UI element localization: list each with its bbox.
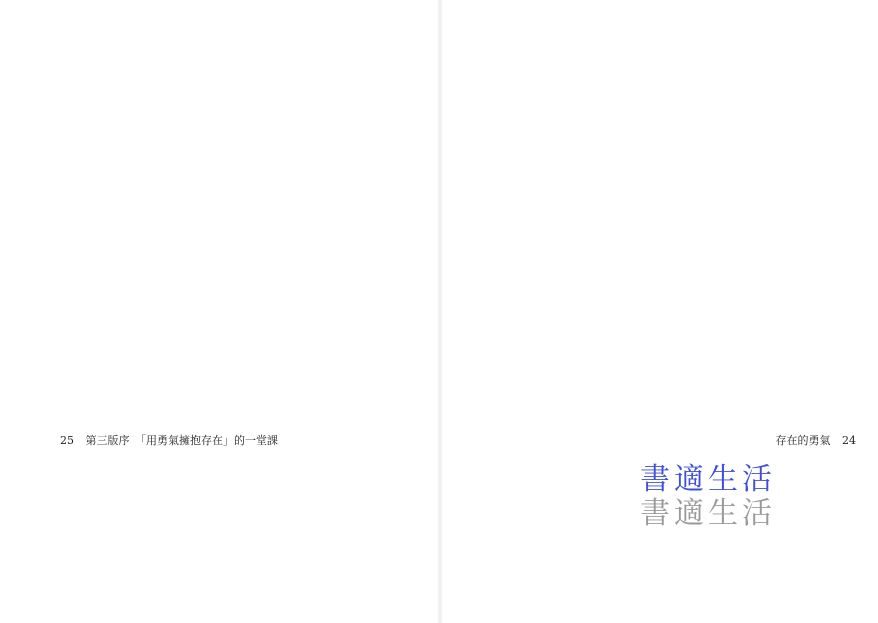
left-running-head: [52, 432, 278, 448]
right-running-head-title: 存在的勇氣: [775, 434, 831, 447]
right-running-head: [776, 432, 865, 448]
publisher-watermark: [640, 462, 780, 532]
watermark-line-2: 書適生活: [640, 496, 776, 531]
watermark-line-1: 書適生活: [640, 462, 776, 497]
left-running-head-title: 第三版序 「用勇氣擁抱存在」的一堂課: [85, 434, 278, 447]
left-page: [52, 52, 424, 562]
book-gutter: [437, 0, 443, 623]
left-page-number: 25: [60, 434, 74, 447]
left-page-text: [60, 80, 416, 380]
right-page-text: [500, 80, 856, 380]
right-page-number: 24: [842, 434, 856, 447]
